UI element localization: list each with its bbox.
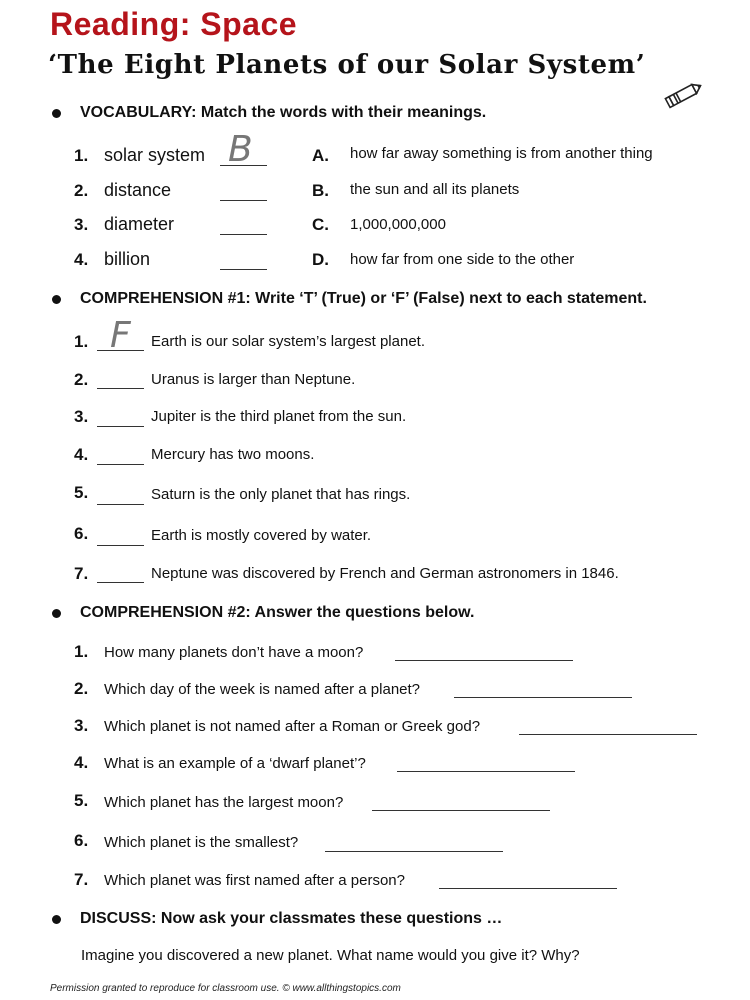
definition-text: how far away something is from another thing: [350, 145, 653, 162]
definition-letter: B.: [312, 181, 329, 200]
answer-line[interactable]: [519, 734, 697, 735]
statement-text: Earth is our solar system’s largest planet.: [151, 333, 426, 350]
answer-line[interactable]: [325, 851, 503, 852]
bullet-icon: [52, 915, 61, 924]
statement-number: 3.: [74, 407, 89, 426]
vocab-word: distance: [104, 180, 172, 200]
bullet-icon: [52, 109, 61, 118]
statement-number: 7.: [74, 564, 89, 583]
vocab-answer-blank[interactable]: [220, 269, 267, 270]
comprehension2-heading: COMPREHENSION #2: Answer the questions below.: [80, 604, 475, 621]
question-text: What is an example of a ‘dwarf planet’?: [104, 755, 366, 772]
handwritten-answer: B: [228, 129, 253, 170]
definition-text: 1,000,000,000: [350, 216, 446, 233]
question-text: Which day of the week is named after a planet?: [104, 681, 421, 698]
discuss-heading: DISCUSS: Now ask your classmates these questions …: [80, 910, 503, 927]
pencil-icon: [664, 78, 706, 112]
discuss-question: Imagine you discovered a new planet. What name would you give it? Why?: [81, 947, 580, 964]
definition-text: how far from one side to the other: [350, 251, 575, 268]
statement-text: Neptune was discovered by French and German astronomers in 1846.: [151, 565, 619, 582]
handwritten-answer: F: [110, 315, 131, 356]
statement-text: Mercury has two moons.: [151, 446, 315, 463]
vocabulary-heading: VOCABULARY: Match the words with their meanings.: [80, 104, 487, 121]
page-title: Reading: Space: [50, 6, 298, 42]
vocab-number: 3.: [74, 215, 89, 234]
question-number: 3.: [74, 716, 89, 735]
true-false-blank[interactable]: [97, 388, 144, 389]
true-false-blank[interactable]: [97, 504, 144, 505]
statement-number: 2.: [74, 370, 89, 389]
true-false-blank[interactable]: [97, 545, 144, 546]
vocab-answer-blank[interactable]: [220, 200, 267, 201]
answer-line[interactable]: [454, 697, 632, 698]
question-number: 2.: [74, 679, 89, 698]
question-number: 5.: [74, 791, 89, 810]
page-subtitle: ‘The Eight Planets of our Solar System’: [48, 50, 646, 80]
statement-text: Saturn is the only planet that has rings.: [151, 486, 411, 503]
statement-number: 4.: [74, 445, 89, 464]
true-false-blank[interactable]: [97, 426, 144, 427]
true-false-blank[interactable]: [97, 582, 144, 583]
vocab-answer-blank[interactable]: [220, 234, 267, 235]
definition-letter: A.: [312, 146, 329, 165]
vocab-number: 4.: [74, 250, 89, 269]
statement-number: 5.: [74, 483, 89, 502]
statement-text: Earth is mostly covered by water.: [151, 527, 372, 544]
statement-number: 6.: [74, 524, 89, 543]
statement-number: 1.: [74, 332, 89, 351]
question-number: 7.: [74, 870, 89, 889]
answer-line[interactable]: [395, 660, 573, 661]
vocab-number: 1.: [74, 146, 89, 165]
bullet-icon: [52, 609, 61, 618]
question-number: 1.: [74, 642, 89, 661]
footer-permission: Permission granted to reproduce for classroom use. © www.allthingstopics.com: [50, 983, 401, 994]
definition-letter: C.: [312, 215, 329, 234]
answer-line[interactable]: [372, 810, 550, 811]
true-false-blank[interactable]: [97, 464, 144, 465]
comprehension1-heading: COMPREHENSION #1: Write ‘T’ (True) or ‘F’ (False) next to each statement.: [80, 290, 647, 307]
question-text: Which planet is not named after a Roman or Greek god?: [104, 718, 481, 735]
question-text: Which planet was first named after a person?: [104, 872, 405, 889]
question-number: 4.: [74, 753, 89, 772]
question-number: 6.: [74, 831, 89, 850]
question-text: How many planets don’t have a moon?: [104, 644, 364, 661]
definition-text: the sun and all its planets: [350, 181, 520, 198]
definition-letter: D.: [312, 250, 329, 269]
statement-text: Uranus is larger than Neptune.: [151, 371, 356, 388]
statement-text: Jupiter is the third planet from the sun.: [151, 408, 407, 425]
question-text: Which planet has the largest moon?: [104, 794, 344, 811]
question-text: Which planet is the smallest?: [104, 834, 299, 851]
bullet-icon: [52, 295, 61, 304]
vocab-number: 2.: [74, 181, 89, 200]
answer-line[interactable]: [397, 771, 575, 772]
answer-line[interactable]: [439, 888, 617, 889]
vocab-word: diameter: [104, 214, 175, 234]
vocab-word: billion: [104, 249, 151, 269]
vocab-word: solar system: [104, 145, 206, 165]
